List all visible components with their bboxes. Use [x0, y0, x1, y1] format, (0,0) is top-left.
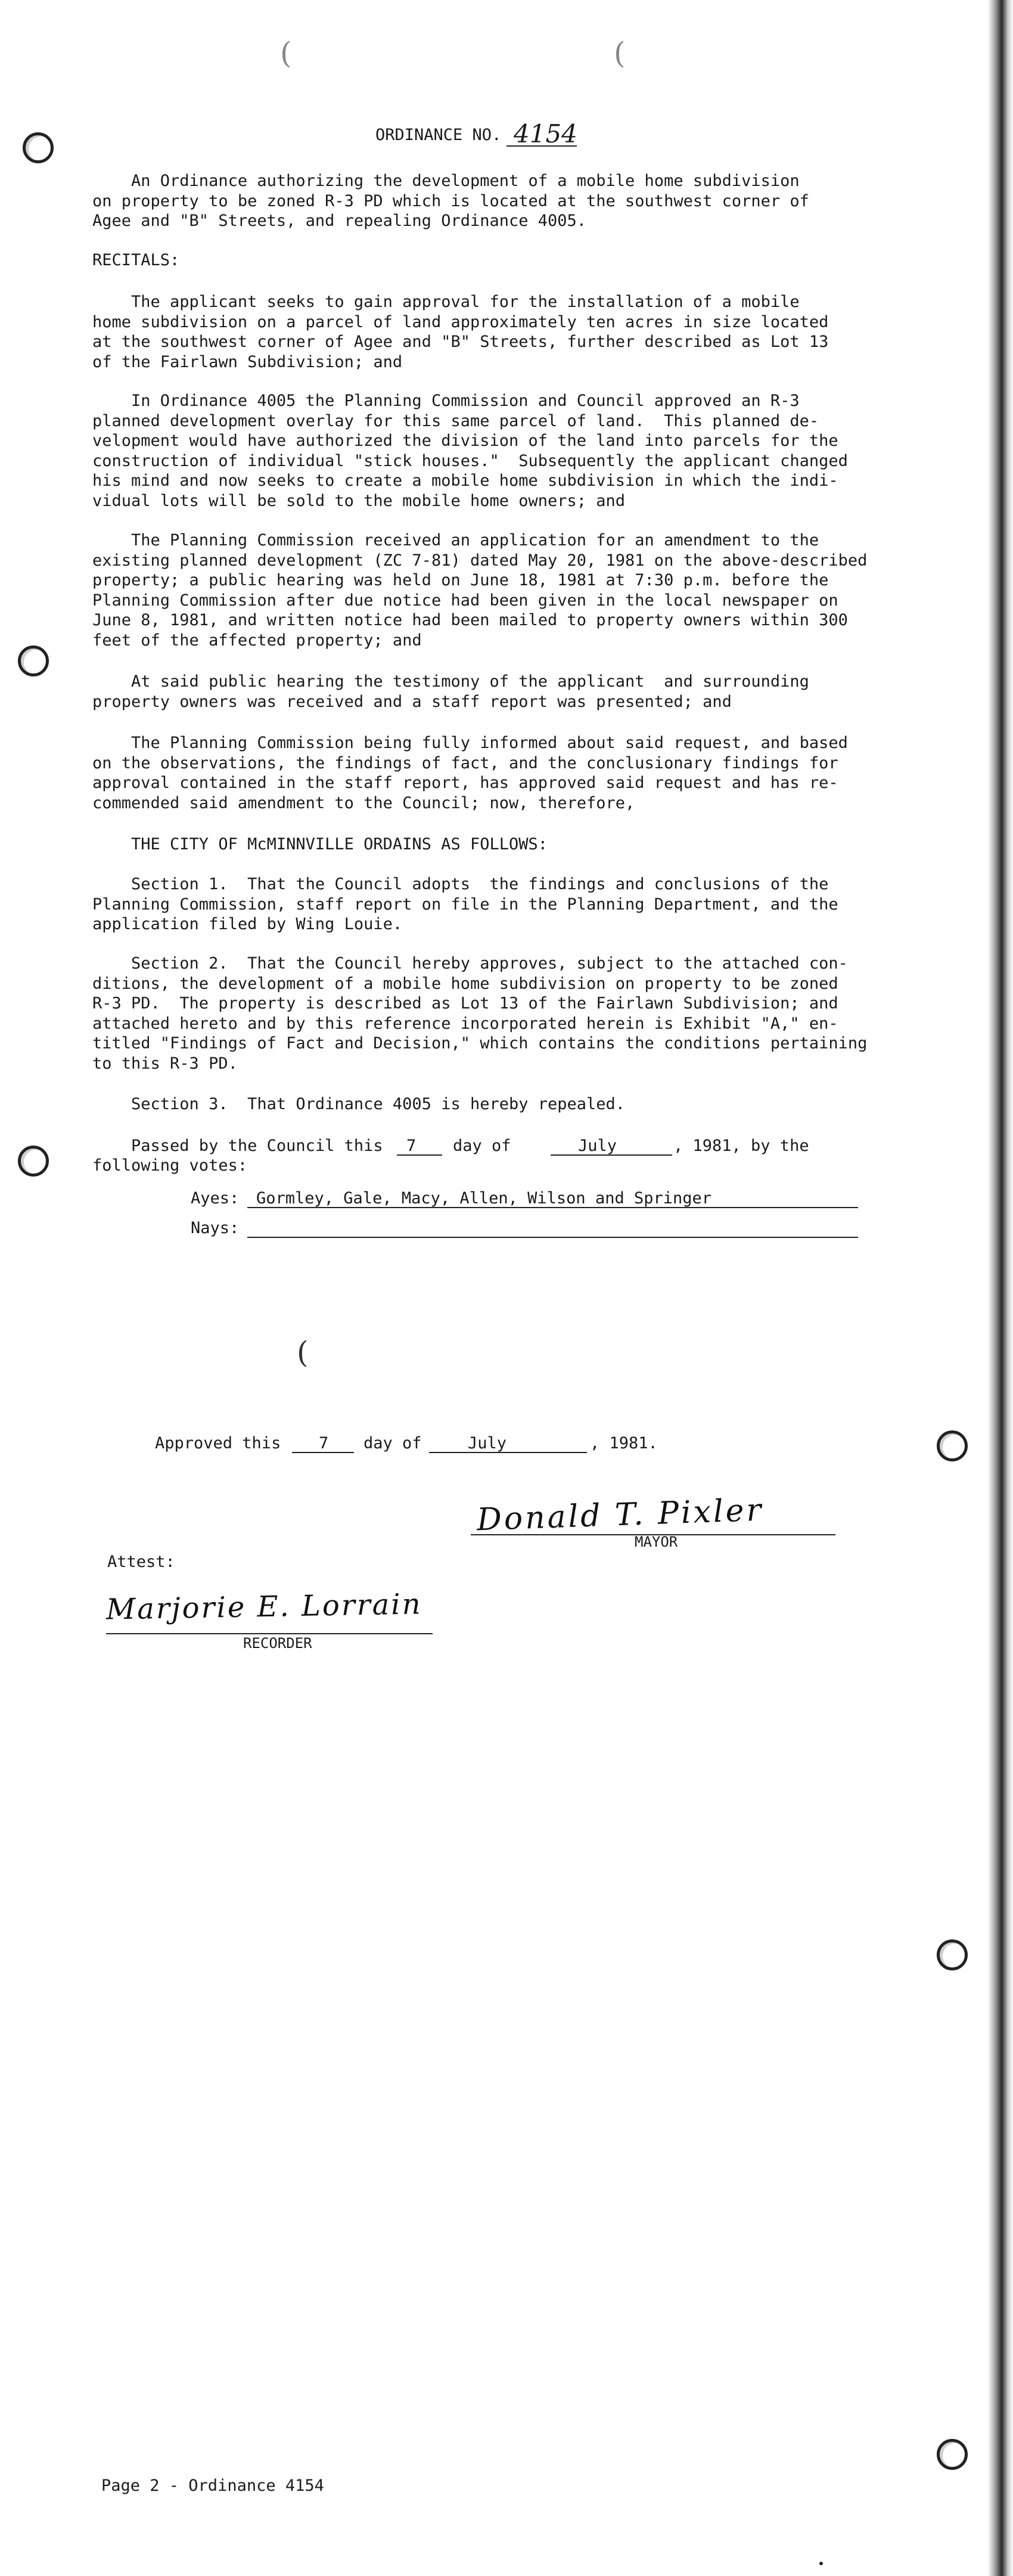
ordinance-number-underline [506, 145, 577, 147]
passed-day-of: day of [453, 1137, 511, 1155]
passed-month: July [578, 1137, 617, 1155]
approved-day-of: day of [363, 1434, 422, 1453]
mayor-label: MAYOR [635, 1534, 678, 1550]
punch-hole-right-top [937, 1430, 968, 1461]
recital-paragraph: The applicant seeks to gain approval for the installation of a mobile home subdivision on a parcel of land approximately ten acres in size located at the southwest corner of Agee and "B" Streets, further described as Lot 13 of the Fairlawn Subdivision; and [92, 293, 829, 371]
nays-label: Nays: [191, 1219, 240, 1237]
recital-paragraph: The Planning Commission received an application for an amendment to the existing planned development (ZC 7-81) dated May 20, 1981 on the above-described property; a public hearing was held on June 18, 1981 at 7:30 p.m. before the Planning Commission after due notice had been given in the local newspaper on June 8, 1981, and written notice had been mailed to property owners within 300 feet of the affected property; and [92, 531, 868, 650]
ayes-label: Ayes: [191, 1189, 240, 1208]
ayes-line [247, 1207, 858, 1208]
passed-month-line [551, 1154, 672, 1156]
ordinance-number: 4154 [514, 119, 577, 148]
punch-hole-right-middle [937, 1939, 968, 1970]
scan-dot [819, 2562, 823, 2565]
section-2: Section 2. That the Council hereby approves, subject to the attached con- ditions, the development of a mobile home subdivision on property to be zoned R-3 PD. The property is described as Lot 13 of the Fairlawn Subdivision; and attached hereto and by this reference incorporated herein is Exhibit "A," en- titled "Findings of Fact and Decision," which contains the conditions pertaining to this R-3 PD. [92, 954, 868, 1073]
recorder-signature: Marjorie E. Lorrain [105, 1587, 423, 1627]
passed-prefix: Passed by the Council this [92, 1137, 383, 1155]
passed-day-line [397, 1154, 442, 1156]
passed-day: 7 [406, 1137, 417, 1155]
section-3: Section 3. That Ordinance 4005 is hereby repealed. [92, 1095, 626, 1113]
mayor-signature: Donald T. Pixler [476, 1492, 765, 1538]
ordains-heading: THE CITY OF McMINNVILLE ORDAINS AS FOLLOWS: [92, 835, 548, 854]
recitals-heading: RECITALS: [92, 251, 180, 269]
passed-line2: following votes: [92, 1156, 248, 1175]
passed-suffix: , 1981, by the [673, 1137, 809, 1155]
approved-day: 7 [319, 1434, 329, 1453]
approved-suffix: , 1981. [590, 1434, 658, 1453]
approved-month-line [429, 1452, 587, 1453]
section-1: Section 1. That the Council adopts the findings and conclusions of the Planning Commission, staff report on file in the Planning Department, and the application filed by Wing Louie. [92, 875, 838, 933]
scan-mark: ( [297, 1335, 309, 1370]
scan-mark: ( [280, 36, 292, 70]
ordinance-title: ORDINANCE NO. [375, 126, 502, 144]
approved-prefix: Approved this [155, 1434, 281, 1453]
recital-paragraph: In Ordinance 4005 the Planning Commission and Council approved an R-3 planned development overlay for this same parcel of land. This planned de- velopment would have authorized the division of the land into parcels for the construction of individual "stick houses." Subsequently the applicant changed his mind and now seeks to create a mobile home subdivision in which the indi- vidual lots will be sold to the mobile home owners; and [92, 392, 848, 510]
approved-month: July [468, 1434, 507, 1453]
recital-paragraph: The Planning Commission being fully informed about said request, and based on the observations, the findings of fact, and the conclusionary findings for approval contained in the staff report, has approved said request and has re- commended said amendment to the Council; now, therefore, [92, 734, 848, 812]
punch-hole-left-top [23, 132, 54, 163]
approved-day-line [292, 1452, 354, 1453]
punch-hole-right-bottom [937, 2439, 968, 2470]
intro-paragraph: An Ordinance authorizing the development of a mobile home subdivision on property to be zoned R-3 PD which is located at the southwest corner of Agee and "B" Streets, and repealing Ordinance 4005. [92, 172, 809, 230]
punch-hole-left-middle [18, 645, 49, 676]
scan-edge [988, 0, 1013, 2576]
punch-hole-left-bottom [18, 1146, 49, 1177]
ayes-value: Gormley, Gale, Macy, Allen, Wilson and Springer [256, 1189, 712, 1208]
page-footer: Page 2 - Ordinance 4154 [101, 2476, 324, 2495]
nays-line [247, 1237, 858, 1238]
scan-mark: ( [614, 36, 626, 70]
recorder-label: RECORDER [243, 1635, 312, 1652]
recital-paragraph: At said public hearing the testimony of the applicant and surrounding property owners was received and a staff report was presented; and [92, 672, 809, 711]
attest-label: Attest: [107, 1553, 175, 1571]
